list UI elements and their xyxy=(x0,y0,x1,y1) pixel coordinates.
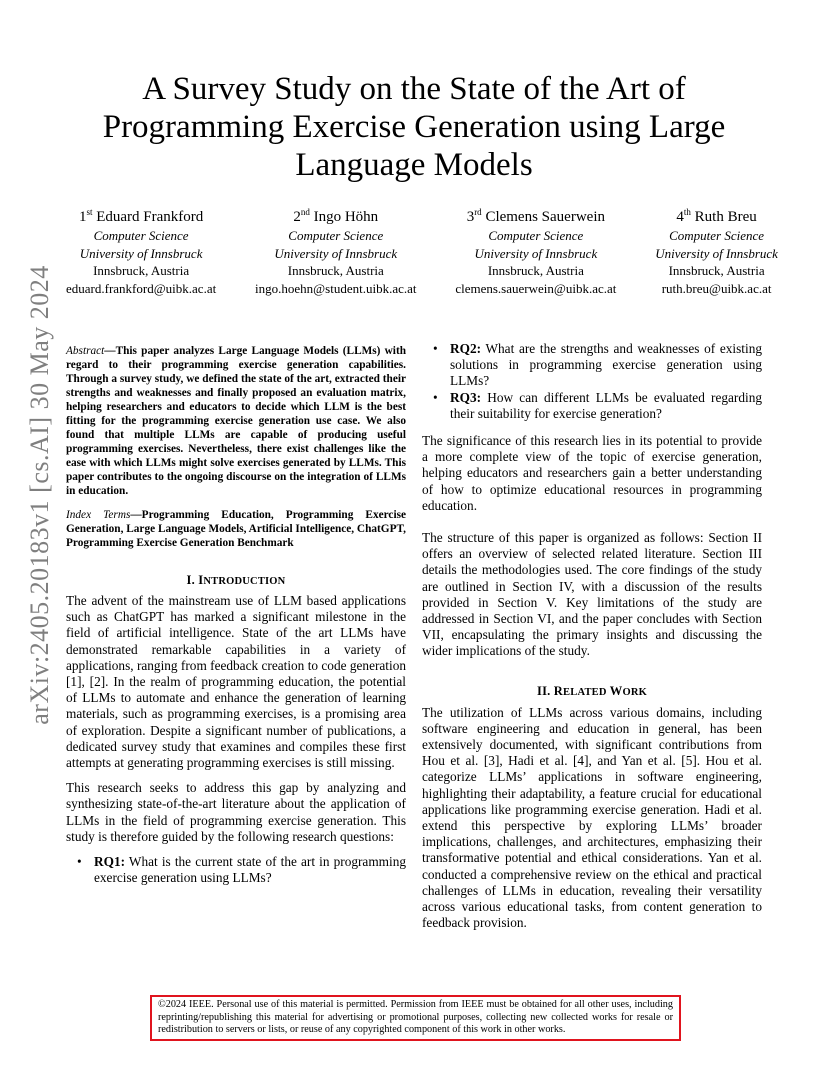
author-2: 2nd Ingo Höhn Computer Science University of Innsbruck Innsbruck, Austria ingo.hoehn@student.uibk.ac.at xyxy=(255,207,417,296)
abstract-label: Abstract xyxy=(66,345,105,357)
significance-paragraph: The significance of this research lies in its potential to provide a more complete view of the topic of exercise generation, helping educators and researchers gain a better understanding of how to optimize educational resources in programming education. xyxy=(422,433,762,513)
author-location: Innsbruck, Austria xyxy=(93,263,190,278)
section-heading-introduction: I. INTRODUCTION xyxy=(186,573,286,587)
author-university: University of Innsbruck xyxy=(655,245,778,261)
paper-title: A Survey Study on the State of the Art of Programming Exercise Generation using Large Language Models xyxy=(102,71,726,183)
index-terms-text: —Programming Education, Programming Exercise Generation, Large Language Models, Artificial Intelligence, ChatGPT, Programming Exercise Generation Benchmark xyxy=(66,509,406,549)
right-column xyxy=(422,341,762,932)
author-email: clemens.sauerwein@uibk.ac.at xyxy=(455,280,617,296)
author-location: Innsbruck, Austria xyxy=(487,263,584,278)
author-university: University of Innsbruck xyxy=(274,245,398,261)
structure-paragraph: The structure of this paper is organized as follows: Section II offers an overview of selected related literature. Section III details the methodologies used. The core findings of the study are outlined in Section IV, with a discussion of the results provided in Section V. Key limitations of the study are addressed in Section VI, and the paper concludes with Section VII, encapsulating the primary insights and discussing the wider implications of the study. xyxy=(422,530,762,659)
intro-paragraph-2: This research seeks to address this gap by analyzing and synthesizing state-of-the-art literature about the application of LLMs in the field of programming exercise generation. This study is therefore guided by the following research questions: xyxy=(66,780,406,844)
author-email: ruth.breu@uibk.ac.at xyxy=(661,280,772,296)
author-3: 3rd Clemens Sauerwein Computer Science University of Innsbruck Innsbruck, Austria clemens.sauerwein@uibk.ac.at xyxy=(455,207,617,296)
research-question-rq2: • RQ2: What are the strengths and weaknesses of existing solutions in programming exercise generation using LLMs? xyxy=(433,341,762,389)
author-department: Computer Science xyxy=(669,228,765,243)
section-heading-related-work: II. RELATED WORK xyxy=(537,683,647,698)
author-name: Clemens Sauerwein xyxy=(485,209,605,225)
research-question-list xyxy=(66,854,406,886)
author-email: ingo.hoehn@student.uibk.ac.at xyxy=(255,280,417,296)
abstract-text: —This paper analyzes Large Language Models (LLMs) with regard to their programming exercise generation capabilities. Through a survey study, we defined the state of the art, extracted their strengths and weaknesses and finally proposed an evaluation matrix, helping researchers and educators to decide which LLM is the best fitting for the programming exercise generation use case. We also found that multiple LLMs are capable of producing useful programming exercises. Nevertheless, there exist challenges like the ease with which LLMs might solve exercises generated by LLMs. This paper contributes to the ongoing discourse on the integration of LLMs in education. xyxy=(66,345,406,497)
left-column xyxy=(66,344,406,886)
research-question-rq1: • RQ1: What is the current state of the art in programming exercise generation using LLMs? xyxy=(77,854,406,886)
arxiv-side-label: arXiv:2405.20183v1 [cs.AI] 30 May 2024 xyxy=(25,265,54,725)
research-question-rq3: • RQ3: How can different LLMs be evaluated regarding their suitability for exercise generation? xyxy=(433,389,763,421)
research-question-list-cont xyxy=(422,341,762,422)
author-university: University of Innsbruck xyxy=(79,245,203,261)
author-name: Ingo Höhn xyxy=(313,209,379,225)
author-department: Computer Science xyxy=(93,228,189,243)
intro-paragraph-1: The advent of the mainstream use of LLM based applications such as ChatGPT has marked a significant milestone in the field of artificial intelligence. State of the art LLMs have demonstrated remarkable capabilities in a variety of applications, ranging from feedback creation to code generation [1], [2]. In the realm of programming education, the potential of LLMs to automate and enhance the generation of learning materials, such as programming exercises, is a promising area of exploration. Despite a significant number of publications, a dedicated survey study that examines and compiles these first attempts at generating programming exercises is still missing. xyxy=(66,593,406,771)
index-terms-label: Index Terms xyxy=(66,509,131,521)
author-block xyxy=(66,202,778,297)
author-name: Eduard Frankford xyxy=(96,209,204,225)
author-1: 1st Eduard Frankford Computer Science University of Innsbruck Innsbruck, Austria eduard.frankford@uibk.ac.at xyxy=(66,207,217,296)
author-4: 4th Ruth Breu Computer Science University of Innsbruck Innsbruck, Austria ruth.breu@uibk.ac.at xyxy=(655,207,778,296)
author-name: Ruth Breu xyxy=(694,209,757,225)
related-work-paragraph: The utilization of LLMs across various domains, including software engineering and education in general, has been extensively documented, with significant contributions from Hou et al. [3], Hadi et al. [4], and Yan et al. [5]. Hou et al. categorize LLMs’ applications in software engineering, highlighting their adaptability, a feature crucial for educational applications like programming exercise generation. Hadi et al. extend this perspective by exploring LLMs’ broader implications, challenges, and architectures, emphasizing their transformative potential and ethical considerations. Yan et al. conducted a comprehensive review on the ethical and practical challenges of LLMs in education, revealing their versatility across various educational tasks, from content generation to feedback provision. xyxy=(422,704,762,931)
abstract xyxy=(66,344,406,498)
author-department: Computer Science xyxy=(288,228,384,243)
index-terms xyxy=(66,508,406,550)
author-location: Innsbruck, Austria xyxy=(668,263,765,278)
author-email: eduard.frankford@uibk.ac.at xyxy=(66,280,217,296)
author-location: Innsbruck, Austria xyxy=(287,263,384,278)
author-department: Computer Science xyxy=(488,228,584,243)
author-university: University of Innsbruck xyxy=(474,245,598,261)
copyright-notice: ©2024 IEEE. Personal use of this material is permitted. Permission from IEEE must be obtained for all other uses, including reprinting/republishing this material for advertising or promotional purposes, collecting new collected works for resale or redistribution to servers or lists, or reuse of any copyrighted component of this work in other works. xyxy=(150,995,681,1041)
